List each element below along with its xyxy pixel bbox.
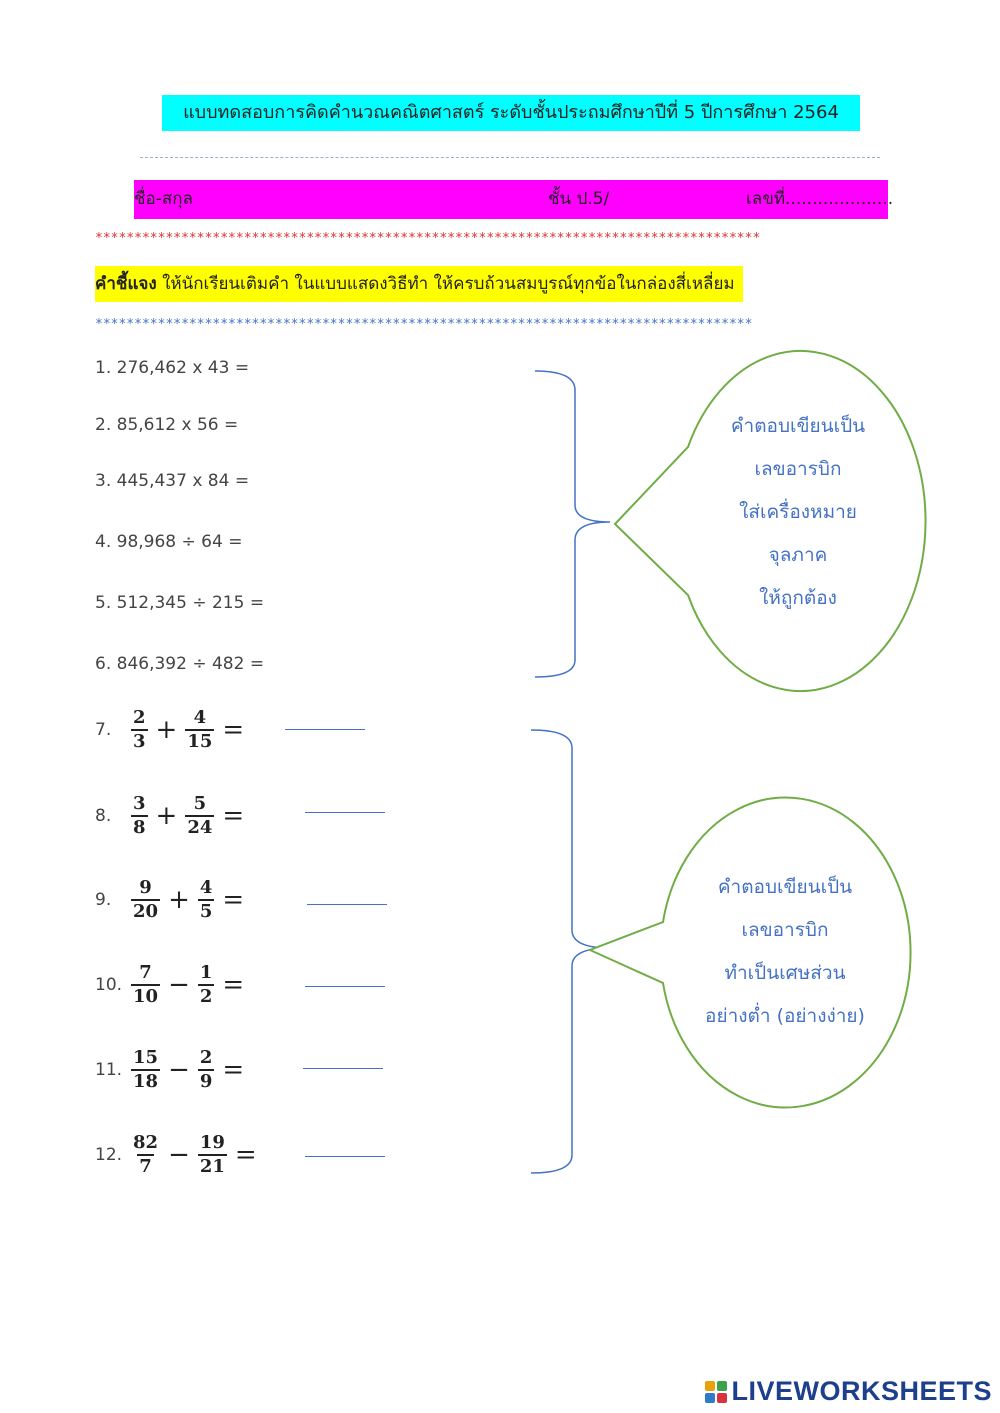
bubble-1-text (688, 405, 908, 620)
fraction-b: $\frac{4}{5}$ (199, 877, 213, 922)
operator: − (168, 1055, 190, 1085)
name-label: ชื่อ-สกุล (134, 189, 193, 209)
question-3: 3. 445,437 x 84 = (95, 471, 250, 491)
bubble-line: ทำเป็นเศษส่วน (724, 962, 846, 984)
question-number: 9. (95, 890, 112, 910)
star-divider: ************************************************************************************ (95, 317, 753, 332)
question-number: 7. (95, 720, 112, 740)
equals-sign: = (234, 1140, 257, 1170)
number-label: เลขที่.................... (746, 189, 894, 209)
operator: + (155, 801, 178, 831)
instruction-label: คำชี้แจง (95, 274, 157, 294)
question-1: 1. 276,462 x 43 = (95, 358, 250, 378)
fraction-b: $\frac{1}{2}$ (199, 962, 213, 1007)
bubble-line: เลขอารบิก (741, 919, 829, 941)
question-number: 12. (95, 1145, 123, 1165)
operator: + (168, 885, 190, 915)
question-number: 10. (95, 975, 123, 995)
worksheet-title: แบบทดสอบการคิดคำนวณคณิตศาสตร์ ระดับชั้นประถมศึกษาปีที่ 5 ปีการศึกษา 2564 (162, 95, 860, 131)
operator: − (168, 1140, 190, 1170)
operator: − (168, 970, 190, 1000)
equals-sign: = (222, 885, 245, 915)
bubble-line: ใส่เครื่องหมาย (739, 501, 857, 523)
liveworksheets-logo-icon (705, 1381, 727, 1403)
bubble-line: เลขอารบิก (754, 458, 842, 480)
fraction-b: $\frac{4}{15}$ (187, 707, 213, 752)
bubble-line: จุลภาค (768, 544, 828, 566)
fraction-a: $\frac{82}{7}$ (133, 1132, 159, 1177)
bubble-2-text (675, 866, 895, 1038)
fraction-b: $\frac{19}{21}$ (199, 1132, 225, 1177)
logo-text: LIVEWORKSHEETS (731, 1376, 992, 1406)
operator: + (155, 715, 178, 745)
equals-sign: = (222, 1055, 245, 1085)
question-6: 6. 846,392 ÷ 482 = (95, 654, 265, 674)
class-label: ชั้น ป.5/ (548, 189, 610, 209)
fraction-a: $\frac{7}{10}$ (133, 962, 159, 1007)
fraction-a: $\frac{2}{3}$ (133, 707, 146, 752)
bubble-line: คำตอบเขียนเป็น (717, 876, 853, 898)
equals-sign: = (222, 801, 245, 831)
fraction-b: $\frac{2}{9}$ (199, 1047, 213, 1092)
bubble-line: คำตอบเขียนเป็น (730, 415, 866, 437)
fraction-a: $\frac{15}{18}$ (133, 1047, 159, 1092)
bubble-line: อย่างต่ำ (อย่างง่าย) (705, 1005, 865, 1027)
question-4: 4. 98,968 ÷ 64 = (95, 532, 243, 552)
liveworksheets-logo[interactable] (705, 1376, 992, 1407)
question-number: 8. (95, 806, 112, 826)
right-brace (535, 371, 610, 677)
fraction-a: $\frac{3}{8}$ (133, 793, 146, 838)
question-2: 2. 85,612 x 56 = (95, 415, 239, 435)
question-number: 11. (95, 1060, 123, 1080)
equals-sign: = (222, 970, 245, 1000)
equals-sign: = (222, 715, 245, 745)
instruction-text: ให้นักเรียนเติมคำ ในแบบแสดงวิธีทำ ให้ครบถ้วนสมบูรณ์ทุกข้อในกล่องสี่เหลี่ยม (156, 274, 735, 294)
question-5: 5. 512,345 ÷ 215 = (95, 593, 265, 613)
bubble-line: ให้ถูกต้อง (759, 587, 837, 609)
fraction-a: $\frac{9}{20}$ (133, 877, 159, 922)
fraction-b: $\frac{5}{24}$ (187, 793, 213, 838)
star-divider: ************************************************************************************* (95, 231, 761, 246)
